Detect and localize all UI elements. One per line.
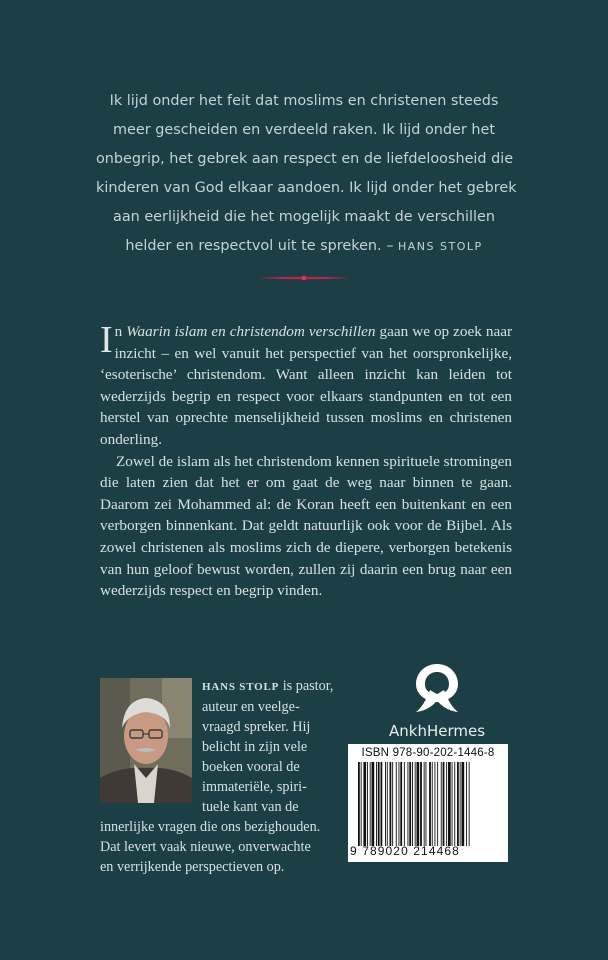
- quote-line: onbegrip, het gebrek aan respect en de liefdeloosheid die: [96, 151, 514, 167]
- barcode-bar: [370, 762, 371, 846]
- quote-line: aan eerlijkheid die het mogelijk maakt de verschillen: [113, 209, 495, 225]
- blurb-p1-start: n: [114, 323, 127, 340]
- barcode-bar: [454, 762, 455, 846]
- barcode-digits: 9 789020 214468: [350, 844, 460, 858]
- barcode-bar: [361, 762, 362, 846]
- barcode-bar: [367, 762, 368, 846]
- barcode-bar: [429, 762, 431, 846]
- quote-line: kinderen van God elkaar aandoen. Ik lijd onder het gebrek: [96, 180, 517, 196]
- barcode-bar: [376, 762, 377, 846]
- bio-line: Dat levert vaak nieuwe, onverwachte: [100, 839, 311, 855]
- ankhhermes-logo-icon: [410, 660, 464, 716]
- drop-cap: I: [100, 319, 113, 361]
- isbn-barcode: [348, 744, 508, 862]
- barcode-bar: [417, 762, 420, 846]
- bio-line: boeken vooral de: [202, 759, 300, 775]
- quote-line: Ik lijd onder het feit dat moslims en christenen steeds: [109, 93, 499, 109]
- author-bio: [100, 676, 334, 877]
- blurb-paragraph-2: Zowel de islam als het christendom kennen spirituele stromingen die laten zien dat het er om gaat de weg naar binnen te gaan. Daarom zei Mohammed al: de Koran heeft een buitenkant en een verborgen binnenkant. Dat geldt natuurlijk ook voor de Bijbel. Als zowel christenen als moslims zich de diepere, verborgen betekenis van hun geloof bewust worden, zullen zij daarin een brug naar een wederzijds respect en begrip vinden.: [100, 452, 512, 600]
- quote-last-line: [96, 232, 512, 261]
- barcode-bar: [404, 762, 405, 846]
- barcode-bar: [448, 762, 451, 846]
- quote-line: meer gescheiden en verdeeld raken. Ik lijd onder het: [113, 122, 495, 138]
- barcode-bar: [466, 762, 467, 846]
- barcode-bar: [443, 762, 445, 846]
- barcode-bar: [409, 762, 411, 846]
- barcode-bar: [462, 762, 465, 846]
- barcode-bar: [469, 762, 470, 846]
- barcode-bar: [390, 762, 392, 846]
- publisher-name: AnkhHermes: [388, 722, 486, 740]
- barcode-bar: [399, 762, 400, 846]
- barcode-bar: [381, 762, 383, 846]
- barcode-bar: [441, 762, 442, 846]
- barcode-bar: [400, 762, 402, 846]
- barcode-bar: [408, 762, 409, 846]
- blurb-text: [100, 321, 512, 602]
- bio-line: tuele kant van de: [202, 799, 299, 815]
- book-title: Waarin islam en christendom verschillen: [126, 323, 376, 340]
- bio-line: [100, 676, 334, 697]
- barcode-bar: [392, 762, 393, 846]
- barcode-bar: [446, 762, 447, 846]
- barcode-bar: [424, 762, 425, 846]
- bio-first-line-rest: is pastor,: [279, 678, 334, 694]
- barcode-bar: [363, 762, 366, 846]
- bio-line: vraagd spreker. Hij: [202, 719, 311, 735]
- barcode-bar: [415, 762, 416, 846]
- barcode-bar: [387, 762, 388, 846]
- barcode-bars: [354, 762, 502, 846]
- blurb-p1-rest: gaan we op zoek naar inzicht – en wel vanuit het perspectief van het oorspronkelijke, ‘esoterische’ christendom. Want alleen inzicht kan leiden tot wederzijds begrip en respect voor elkaars standpunten en tot een herstel van oprechte menselijkheid tussen moslims en christenen onderling.: [100, 323, 513, 448]
- barcode-bar: [396, 762, 397, 846]
- barcode-bar: [385, 762, 386, 846]
- bio-line: immateriële, spiri-: [202, 779, 307, 795]
- barcode-bar: [412, 762, 413, 846]
- barcode-bar: [426, 762, 427, 846]
- barcode-bar: [435, 762, 436, 846]
- barcode-bar: [420, 762, 422, 846]
- barcode-bar: [358, 762, 360, 846]
- quote-attribution: HANS STOLP: [397, 240, 483, 253]
- bio-line: belicht in zijn vele: [202, 739, 308, 755]
- ornament-divider: [258, 274, 350, 282]
- bio-line: innerlijke vragen die ons bezighouden.: [100, 819, 321, 835]
- barcode-bar: [457, 762, 459, 846]
- quote-line-text: helder en respectvol uit te spreken. –: [125, 238, 394, 254]
- barcode-bar: [378, 762, 380, 846]
- barcode-bar: [437, 762, 438, 846]
- author-quote: [96, 87, 517, 261]
- isbn-label: ISBN 978-90-202-1446-8: [361, 747, 495, 759]
- barcode-bar: [452, 762, 453, 846]
- blurb-paragraph-1: [100, 321, 512, 451]
- barcode-bar: [460, 762, 461, 846]
- bio-line: auteur en veelge-: [202, 699, 300, 715]
- author-name: HANS STOLP: [202, 681, 280, 693]
- bio-line: en verrijkende perspectieven op.: [100, 859, 285, 875]
- barcode-bar: [372, 762, 375, 846]
- barcode-bar: [432, 762, 433, 846]
